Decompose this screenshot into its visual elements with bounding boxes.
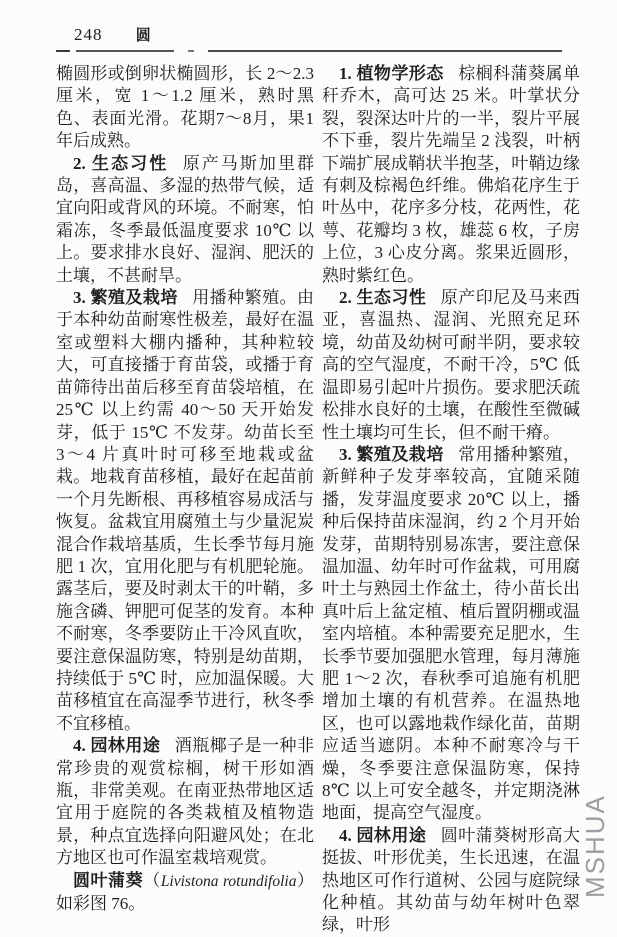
paragraph-label: 2. 生态习性 (339, 288, 427, 308)
left-column (56, 63, 314, 915)
paragraph (56, 63, 314, 153)
paragraph-text: 圆叶蒲葵树形高大挺拔、叶形优美，生长迅速，在温热地区可作行道树、公园与庭院绿化种植。其幼苗与幼年树叶色翠绿，叶形 (322, 825, 581, 935)
paragraph (322, 63, 580, 287)
paren-open: （ (143, 870, 161, 890)
paragraph-text: 用播种繁殖。由于本种幼苗耐寒性极差，最好在温室或塑料大棚内播种，其种粒较大，可直接播于育苗袋，或播于育苗筛待出苗后移至育苗袋培植，在 25℃ 以上约需 40～50 天开始发芽，低于 15℃ 不发芽。幼苗长至 3～4 片真叶时可移至地栽或盆栽。地栽育苗移植，最好在起苗前一个月先断根、再移植容易成活与恢复。盆栽宜用腐殖土与少量泥炭混合作栽培基质，生长季节每月施肥 1 次，宜用化肥与有机肥轮施。露茎后，要及时剥太干的叶鞘，多施含磷、钾肥可促茎的发育。本种不耐寒，冬季要防止干冷风直吹，要注意保温防寒，特别是幼苗期，持续低于 5℃ 时，应加温保暖。大苗移植宜在高湿季节进行，秋冬季不宜移植。 (56, 288, 314, 733)
paragraph-text: 棕榈科蒲葵属单秆乔木，高可达 25 米。叶掌状分裂，裂深达叶片的一半，裂片平展不下垂，裂片先端呈 2 浅裂，叶柄下端扩展成鞘状半抱茎，叶鞘边缘有刺及棕褐色纤维。佛焰花序生于叶丛中，花序多分枝，花两性，花萼、花瓣均 3 枚，雄蕊 6 枚，子房上位，3 心皮分离。浆果近圆形，熟时紫红色。 (322, 64, 580, 285)
section-character: 圆 (135, 28, 152, 44)
paragraph-label: 4. 园林用途 (339, 825, 427, 845)
paragraph-label: 3. 繁殖及栽培 (73, 288, 178, 308)
page-number: 248 (74, 25, 103, 44)
paragraph-text: 椭圆形或倒卵状椭圆形，长 2～2.3 厘米，宽 1～1.2 厘米，熟时黑色、表面光滑。花期7～8月，果1年后成熟。 (56, 64, 314, 151)
paragraph (322, 287, 580, 444)
figure-reference: 如彩图 76。 (56, 894, 146, 914)
paragraph-text: 常用播种繁殖，新鲜种子发芽率较高，宜随采随播，发芽温度要求 20℃ 以上，播种后保持苗床湿润，约 2 个月开始发芽，苗期特别易冻害，要注意保温加温、幼年时可作盆栽，可用腐叶土与熟园土作盆土，待小苗长出真叶后上盆定植、植后置阴棚或温室内培植。本种需要充足肥水，生长季节要加强肥水管理，每月薄施肥 1～2 次，春秋季可追施有机肥增加土壤的有机营养。在温热地区，也可以露地栽作绿化苗，苗期应适当遮阴。本种不耐寒冷与干燥，冬季要注意保温防寒，保持 8℃ 以上可安全越冬，并定期浇淋地面，提高空气湿度。 (322, 444, 580, 823)
paragraph (56, 287, 314, 735)
right-column (322, 63, 580, 937)
running-head (74, 24, 561, 45)
paragraph-text: 酒瓶椰子是一种非常珍贵的观赏棕榈，树干形如酒瓶，非常美观。在南亚热带地区适宜用于庭院的各类栽植及植物造景，种点宜选择向阳避风处；在北方地区也可作温室栽培观赏。 (56, 736, 315, 868)
paragraph-text: 原产马斯加里群岛，喜高温、多湿的热带气候，适宜向阳或背风的环境。不耐寒，怕霜冻，冬季最低温度要求 10℃ 以上。要求排水良好、湿润、肥沃的土壤，不甚耐旱。 (56, 153, 315, 285)
paragraph-text: 原产印尼及马来西亚，喜温热、湿润、光照充足环境，幼苗及幼树可耐半阴，要求较高的空气湿度，不耐干冷，5℃ 低温即易引起叶片损伤。要求肥沃疏松排水良好的土壤，在酸性至微碱性土壤均可生长，但不耐干瘠。 (322, 288, 581, 442)
entry-latin-name: Livistona rotundifolia (160, 872, 297, 890)
mshua-watermark: MSHUA (580, 794, 610, 898)
paren-close: ） (296, 870, 315, 890)
paragraph-label: 1. 植物学形态 (339, 64, 444, 83)
paragraph-label: 4. 园林用途 (73, 736, 161, 756)
entry-title-paragraph (56, 870, 314, 916)
entry-name-chinese: 圆叶蒲葵 (73, 870, 144, 890)
paragraph-label: 2. 生态习性 (73, 153, 169, 173)
paragraph-label: 3. 繁殖及栽培 (339, 444, 444, 464)
paragraph (322, 444, 580, 825)
paragraph (56, 153, 314, 287)
paragraph (56, 735, 314, 869)
paragraph (322, 825, 580, 937)
header-rule (56, 50, 562, 52)
